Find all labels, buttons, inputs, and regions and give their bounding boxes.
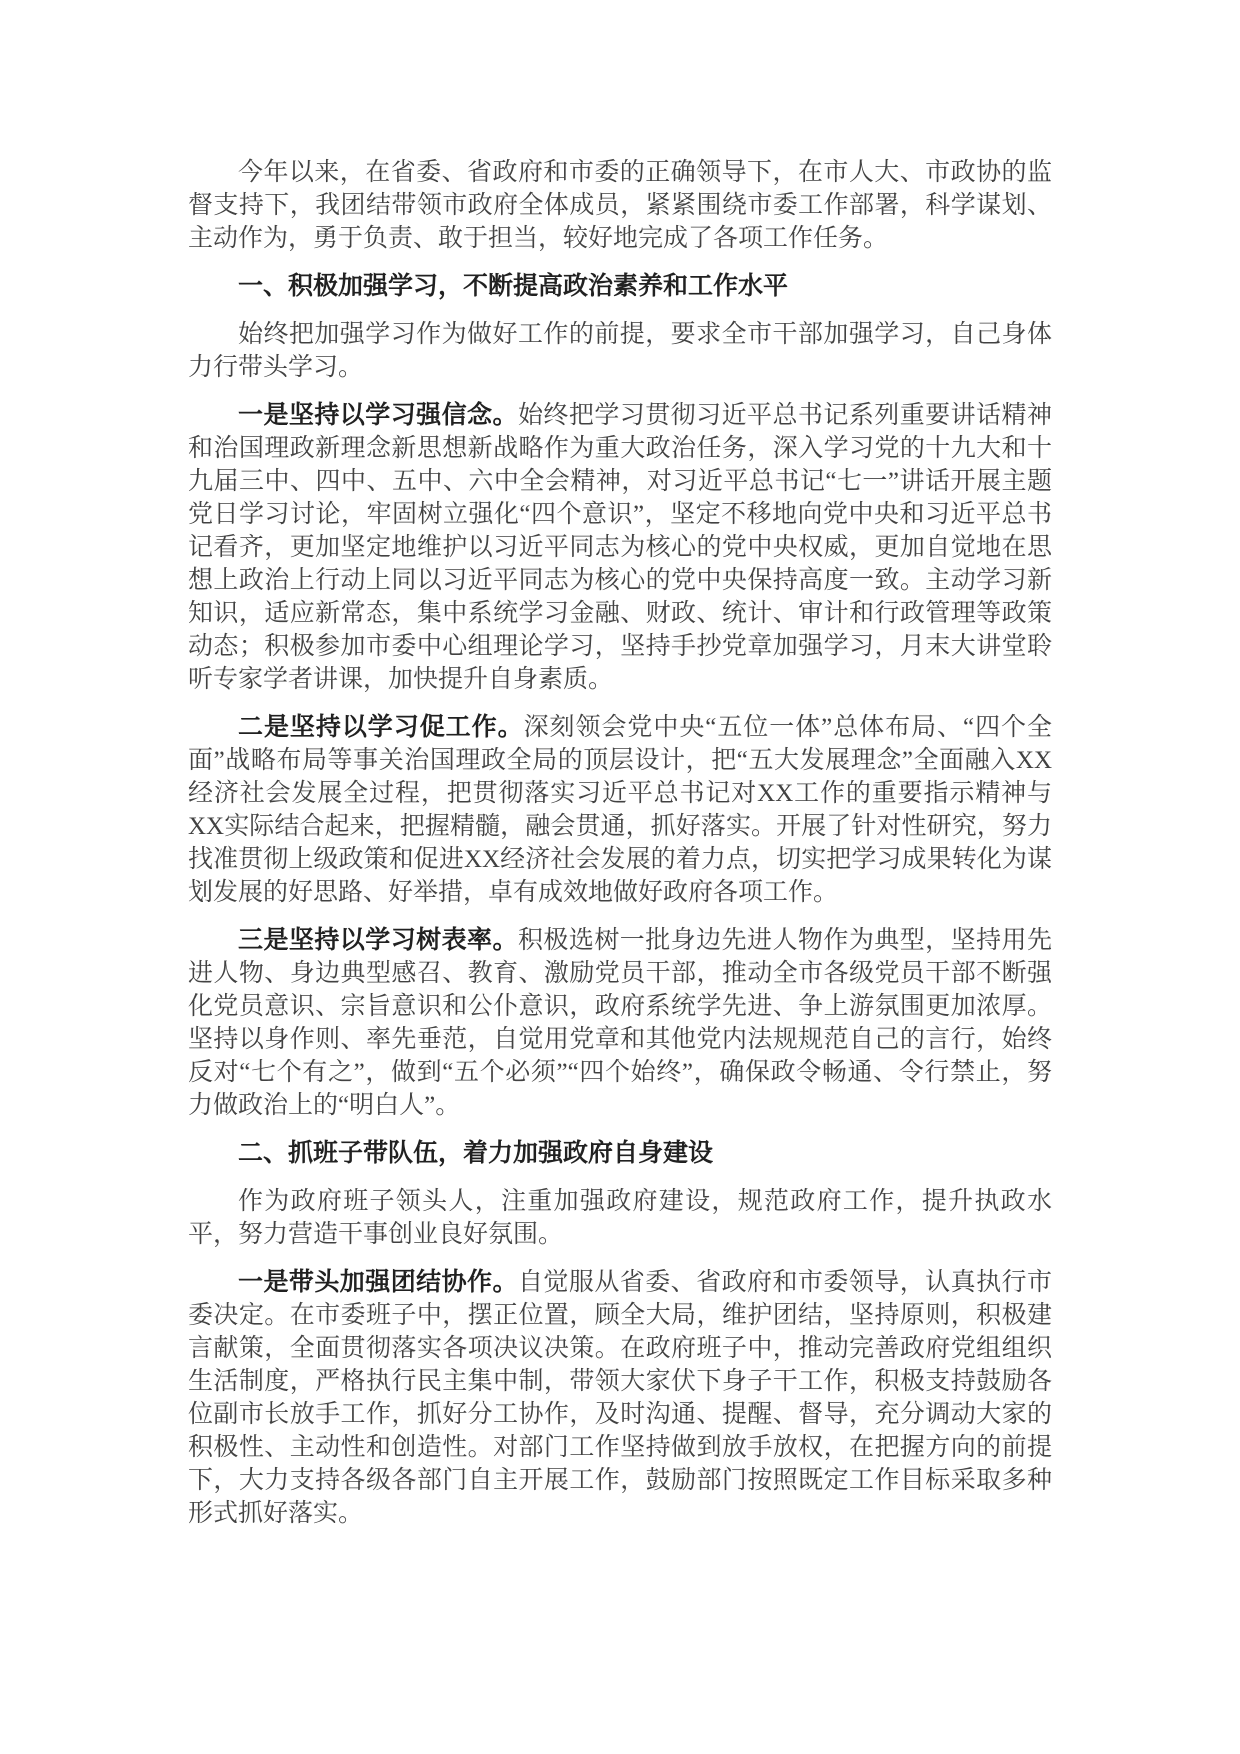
section-2-point-1-text: 自觉服从省委、省政府和市委领导，认真执行市委决定。在市委班子中，摆正位置，顾全大局，维护团结，坚持原则，积极建言献策，全面贯彻落实各项决议决策。在政府班子中，推动完善政府党组组织生活制度，严格执行民主集中制，带领大家伏下身子干工作，积极支持鼓励各位副市长放手工作，抓好分工协作，及时沟通、提醒、督导，充分调动大家的积极性、主动性和创造性。对部门工作坚持做到放手放权，在把握方向的前提下，大力支持各级各部门自主开展工作，鼓励部门按照既定工作目标采取多种形式抓好落实。 xyxy=(188,1269,1052,1527)
point-2-text: 深刻领会党中央“五位一体”总体布局、“四个全面”战略布局等事关治国理政全局的顶层设计，把“五大发展理念”全面融入XX经济社会发展全过程，把贯彻落实习近平总书记对XX工作的重要指示精神与XX实际结合起来，把握精髓，融会贯通，抓好落实。开展了针对性研究，努力找准贯彻上级政策和促进XX经济社会发展的着力点，切实把学习成果转化为谋划发展的好思路、好举措，卓有成效地做好政府各项工作。 xyxy=(188,714,1052,906)
point-1-text: 始终把学习贯彻习近平总书记系列重要讲话精神和治国理政新理念新思想新战略作为重大政治任务，深入学习党的十九大和十九届三中、四中、五中、六中全会精神，对习近平总书记“七一”讲话开展主题党日学习讨论，牢固树立强化“四个意识”，坚定不移地向党中央和习近平总书记看齐，更加坚定地维护以习近平同志为核心的党中央权威，更加自觉地在思想上政治上行动上同以习近平同志为核心的党中央保持高度一致。主动学习新知识，适应新常态，集中系统学习金融、财政、统计、审计和行政管理等政策动态；积极参加市委中心组理论学习，坚持手抄党章加强学习，月末大讲堂聆听专家学者讲课，加快提升自身素质。 xyxy=(188,402,1052,693)
point-3-text: 积极选树一批身边先进人物作为典型，坚持用先进人物、身边典型感召、教育、激励党员干部，推动全市各级党员干部不断强化党员意识、宗旨意识和公仆意识，政府系统学先进、争上游氛围更加浓厚。坚持以身作则、率先垂范，自觉用党章和其他党内法规规范自己的言行，始终反对“七个有之”，做到“五个必须”“四个始终”，确保政令畅通、令行禁止，努力做政治上的“明白人”。 xyxy=(188,927,1052,1119)
point-2-lead: 二是坚持以学习促工作。 xyxy=(238,713,524,741)
section-2-point-1-lead: 一是带头加强团结协作。 xyxy=(238,1268,518,1296)
section-1-intro-paragraph: 始终把加强学习作为做好工作的前提，要求全市干部加强学习，自己身体力行带头学习。 xyxy=(188,321,1052,381)
point-3-lead: 三是坚持以学习树表率。 xyxy=(238,926,518,954)
section-2-point-1-paragraph xyxy=(188,1266,1052,1530)
section-1-point-1-paragraph xyxy=(188,399,1052,696)
section-2-heading: 二、抓班子带队伍，着力加强政府自身建设 xyxy=(238,1139,714,1167)
section-2-intro-paragraph: 作为政府班子领头人，注重加强政府建设，规范政府工作，提升执政水平，努力营造干事创业良好氛围。 xyxy=(188,1188,1052,1248)
section-1-point-2-paragraph xyxy=(188,711,1052,909)
section-1-heading: 一、积极加强学习，不断提高政治素养和工作水平 xyxy=(238,272,789,300)
point-1-lead: 一是坚持以学习强信念。 xyxy=(238,401,518,429)
document-body xyxy=(188,156,1052,1530)
intro-paragraph: 今年以来，在省委、省政府和市委的正确领导下，在市人大、市政协的监督支持下，我团结带领市政府全体成员，紧紧围绕市委工作部署，科学谋划、主动作为，勇于负责、敢于担当，较好地完成了各项工作任务。 xyxy=(188,159,1052,252)
section-1-point-3-paragraph xyxy=(188,924,1052,1122)
